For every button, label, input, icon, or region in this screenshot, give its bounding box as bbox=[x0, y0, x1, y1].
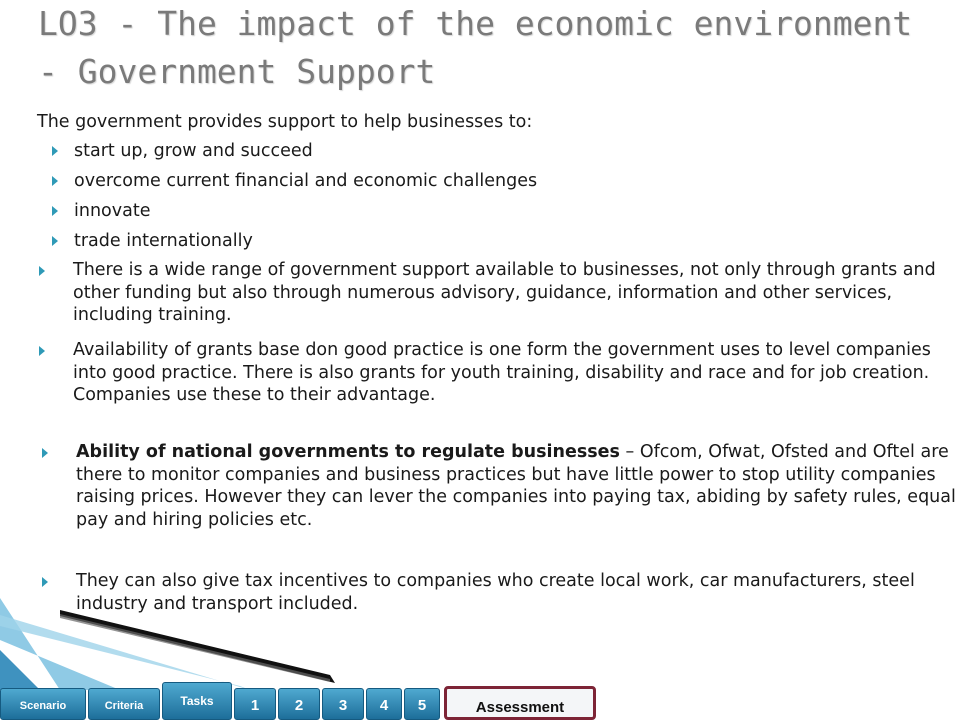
bullet-arrow-icon bbox=[42, 448, 48, 458]
list-item: trade internationally bbox=[50, 230, 537, 260]
support-list bbox=[50, 140, 537, 260]
slide-title: LO3 - The impact of the economic environment - Government Support bbox=[38, 4, 913, 91]
list-item: innovate bbox=[50, 200, 537, 230]
bullet-arrow-icon bbox=[39, 266, 45, 276]
tab-task-3[interactable]: 3 bbox=[322, 688, 364, 720]
paragraph-grants: Availability of grants base don good practice is one form the government uses to level companies into good practice. There is also grants for youth training, disability and race and for job creation. Companies use these to their advantage. bbox=[35, 339, 933, 407]
paragraph-support-range: There is a wide range of government support available to businesses, not only through grants and other funding but also through numerous advisory, guidance, information and other services, including training. bbox=[35, 259, 960, 327]
list-item: start up, grow and succeed bbox=[50, 140, 537, 170]
paragraph-regulation: Ability of national governments to regulate businesses – Ofcom, Ofwat, Ofsted and Oftel are there to monitor companies and business practices but have little power to stop utility companies raising prices. However they can lever the companies into paying tax, abiding by safety rules, equal pay and hiring policies etc. bbox=[38, 441, 960, 531]
tab-task-5[interactable]: 5 bbox=[404, 688, 440, 720]
tab-assessment[interactable]: Assessment bbox=[444, 686, 596, 720]
bottom-navigation bbox=[0, 686, 960, 720]
tab-scenario[interactable]: Scenario bbox=[0, 688, 86, 720]
tab-task-4[interactable]: 4 bbox=[366, 688, 402, 720]
paragraph-tax-incentives: They can also give tax incentives to companies who create local work, car manufacturers, steel industry and transport included. bbox=[38, 570, 960, 615]
bullet-arrow-icon bbox=[52, 176, 58, 186]
tab-tasks[interactable]: Tasks bbox=[162, 682, 232, 720]
decorative-swoosh bbox=[0, 580, 460, 690]
intro-text: The government provides support to help businesses to: bbox=[37, 112, 533, 132]
bullet-arrow-icon bbox=[52, 206, 58, 216]
regulation-heading: Ability of national governments to regulate businesses bbox=[76, 442, 620, 462]
bullet-arrow-icon bbox=[52, 146, 58, 156]
tab-task-1[interactable]: 1 bbox=[234, 688, 276, 720]
bullet-arrow-icon bbox=[39, 346, 45, 356]
bullet-arrow-icon bbox=[52, 236, 58, 246]
tab-task-2[interactable]: 2 bbox=[278, 688, 320, 720]
list-item: overcome current financial and economic challenges bbox=[50, 170, 537, 200]
tab-criteria[interactable]: Criteria bbox=[88, 688, 160, 720]
